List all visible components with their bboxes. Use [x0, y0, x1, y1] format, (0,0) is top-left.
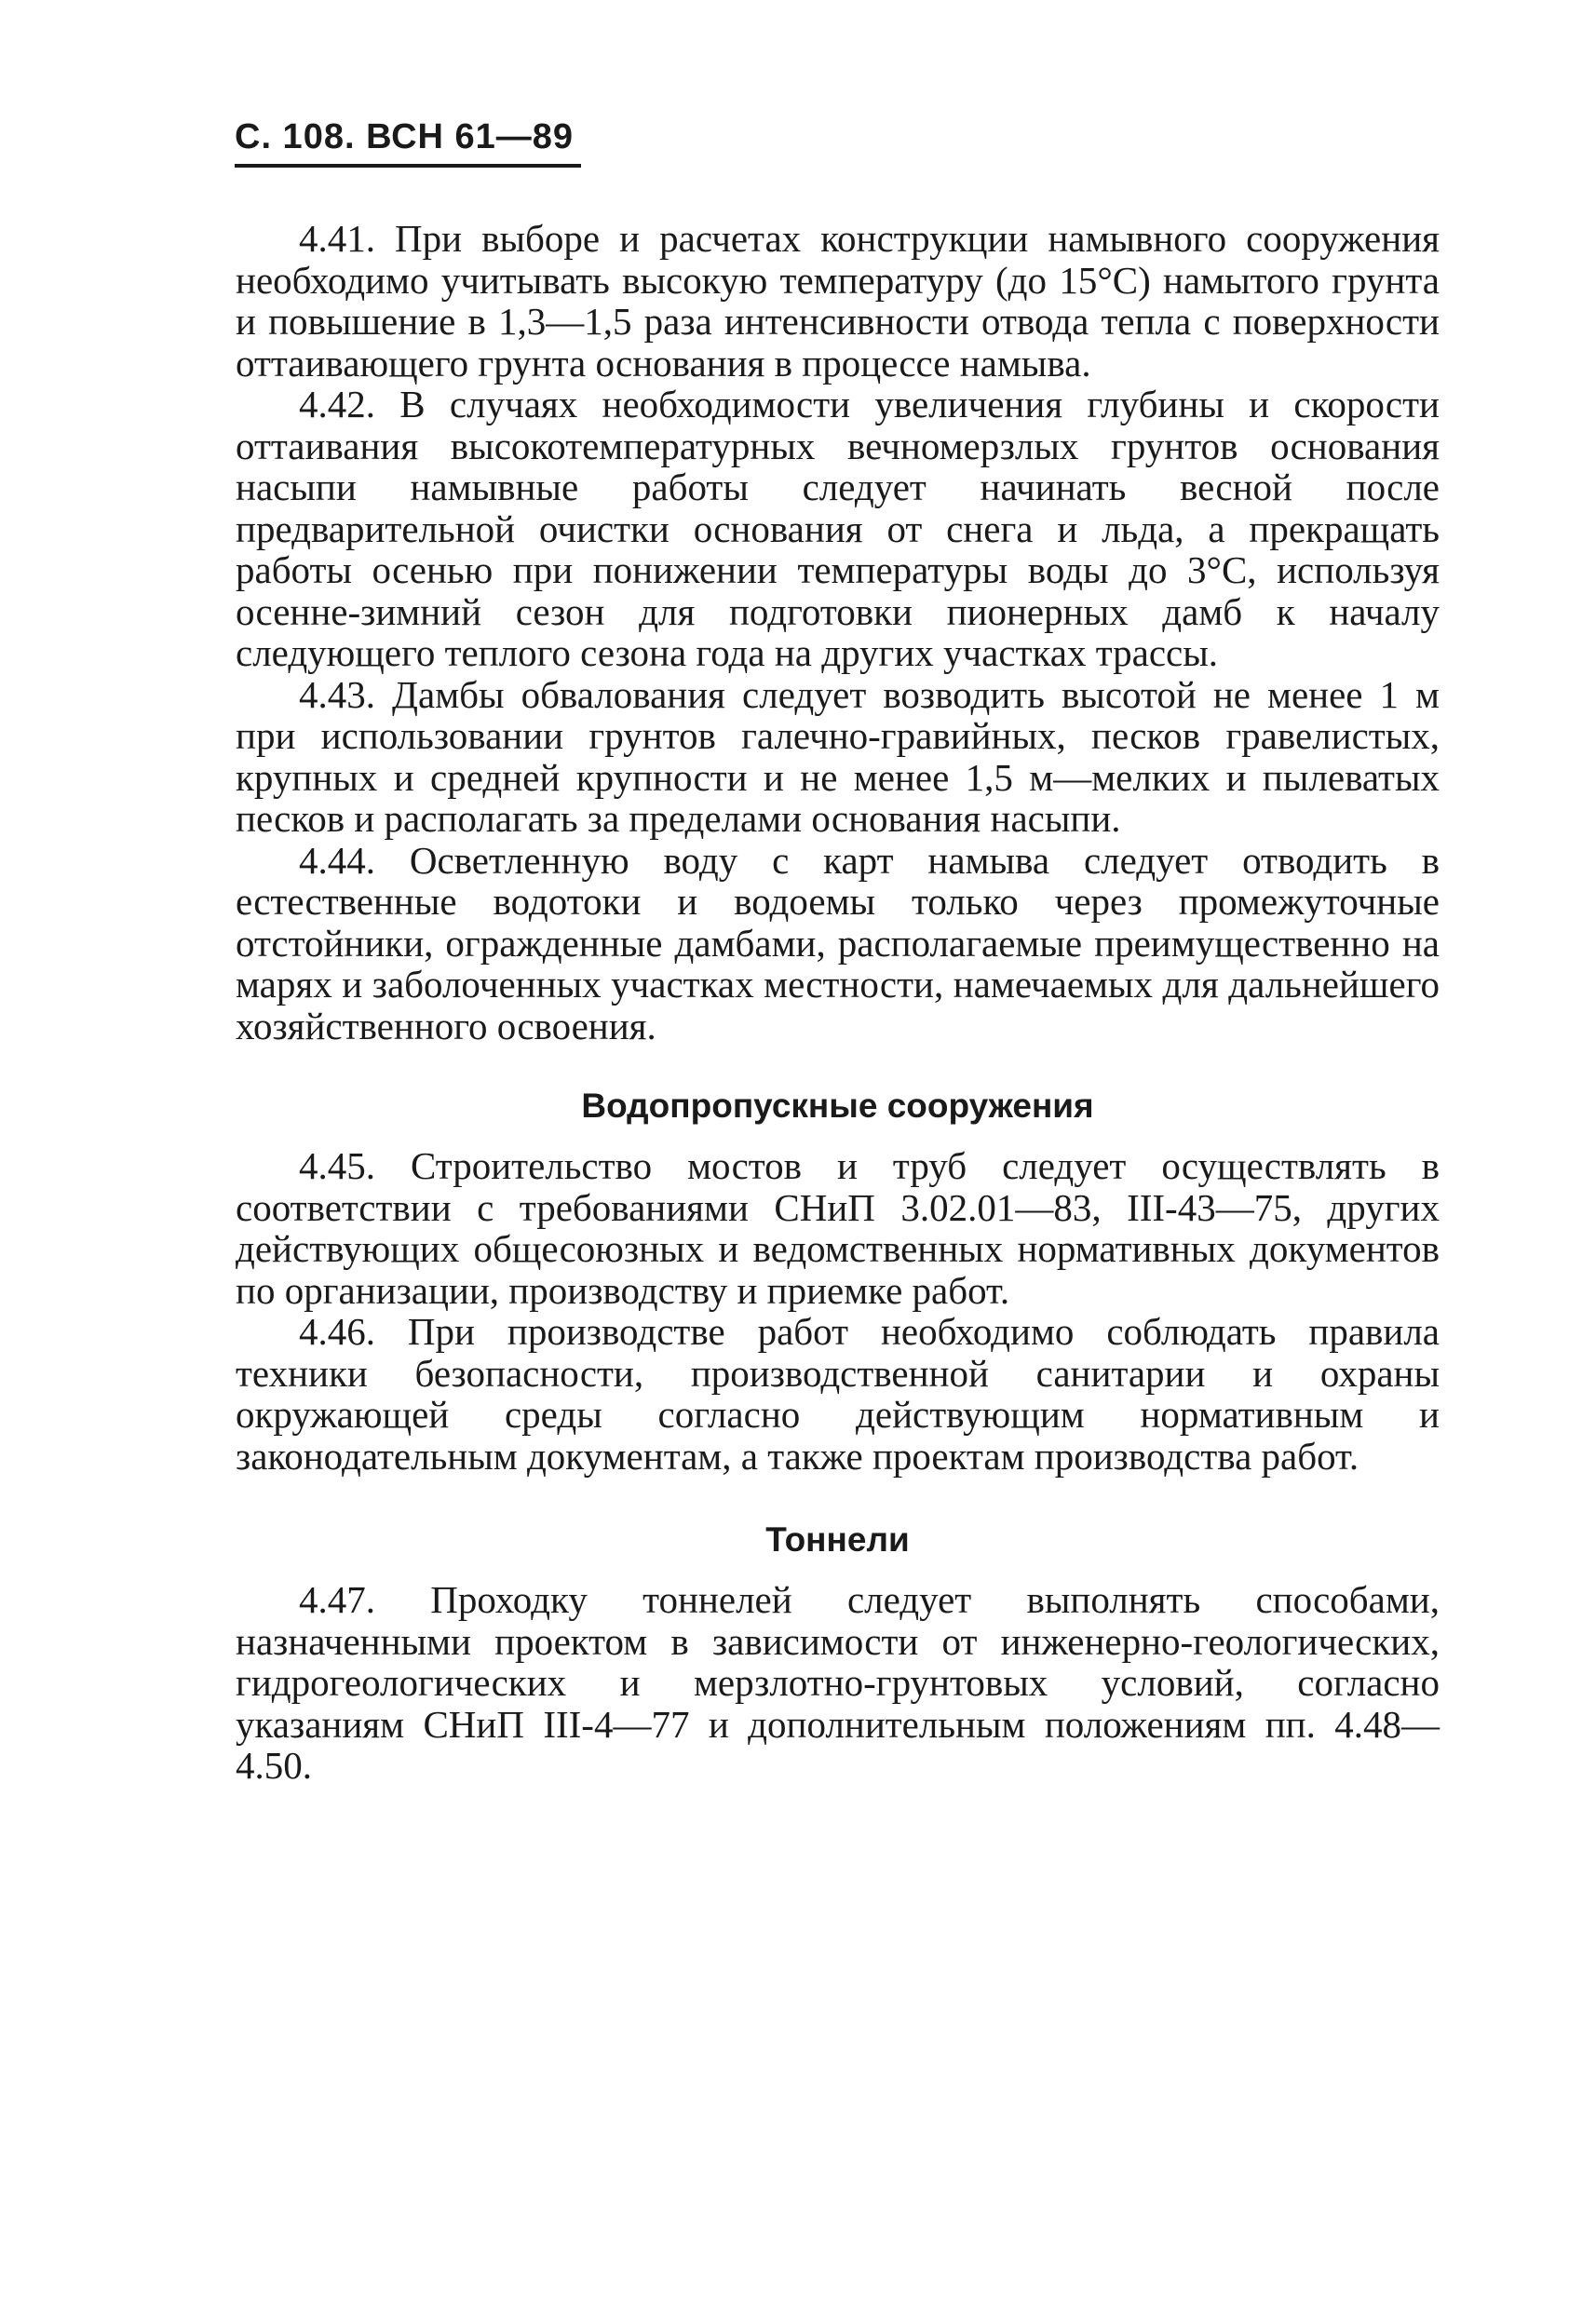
- paragraph-4-44: 4.44. Осветленную воду с карт намыва следует отводить в естественные водотоки и водоемы только через промежуточные отстойники, огражденные дамбами, располагаемые преимущественно на марях и заболоченных участках местности, намечаемых для дальнейшего хозяйственного освоения.: [236, 838, 1440, 1047]
- running-header: С. 108. ВСН 61—89: [235, 117, 575, 156]
- paragraph-4-45: 4.45. Строительство мостов и труб следует осуществлять в соответствии с требованиями СНиП 3.02.01—83, III-43—75, других действующих общесоюзных и ведомственных нормативных документов по организации, производству и приемке работ.: [236, 1144, 1440, 1312]
- paragraph-4-46: 4.46. При производстве работ необходимо соблюдать правила техники безопасности, производственной санитарии и охраны окружающей среды согласно действующим нормативным и законодательным документам, а также проектам производства работ.: [236, 1310, 1440, 1478]
- paragraph-4-42: 4.42. В случаях необходимости увеличения глубины и скорости оттаивания высокотемпературных вечномерзлых грунтов основания насыпи намывные работы следует начинать весной после предварительной очистки основания от снега и льда, а прекращать работы осенью при понижении температуры воды до 3°С, используя осенне-зимний сезон для подготовки пионерных дамб к началу следующего теплого сезона года на других участках трассы.: [236, 383, 1440, 674]
- paragraph-4-43: 4.43. Дамбы обвалования следует возводить высотой не менее 1 м при использовании грунтов галечно-гравийных, песков гравелистых, крупных и средней крупности и не менее 1,5 м—мелких и пылеватых песков и располагать за пределами основания насыпи.: [236, 672, 1440, 840]
- section-heading-tunnels: Тоннели: [765, 1520, 910, 1559]
- paragraph-4-41: 4.41. При выборе и расчетах конструкции намывного сооружения необходимо учитывать высокую температуру (до 15°С) намытого грунта и повышение в 1,3—1,5 раза интенсивности отвода тепла с поверхности оттаивающего грунта основания в процессе намыва.: [236, 217, 1440, 385]
- header-rule: [235, 164, 581, 168]
- body-text: [236, 218, 1440, 1787]
- section-heading-culverts: Водопропускные сооружения: [581, 1087, 1094, 1125]
- paragraph-4-47: 4.47. Проходку тоннелей следует выполнять способами, назначенными проектом в зависимости от инженерно-геологических, гидрогеологических и мерзлотно-грунтовых условий, согласно указаниям СНиП III-4—77 и дополнительным положениям пп. 4.48—4.50.: [236, 1578, 1440, 1787]
